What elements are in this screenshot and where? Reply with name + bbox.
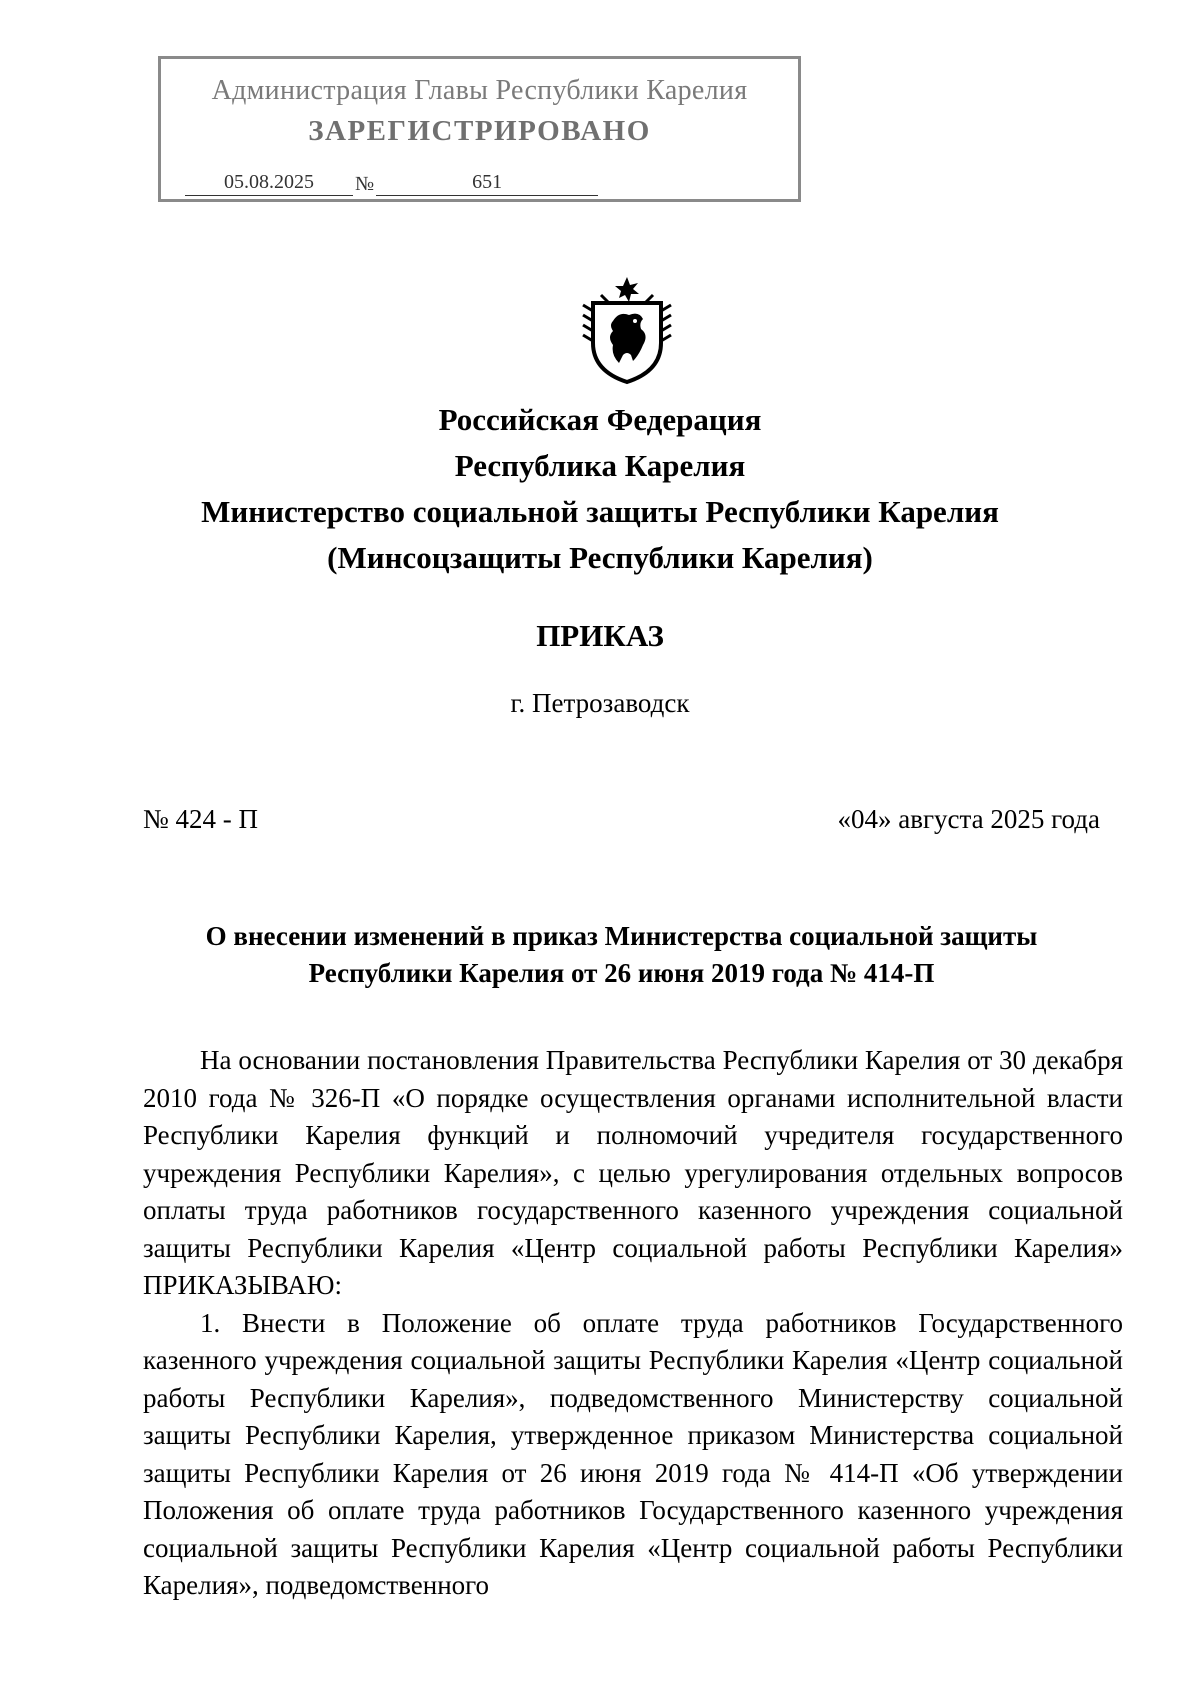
document-title-line1: О внесении изменений в приказ Министерства социальной защиты: [205, 921, 1038, 951]
document-type: ПРИКАЗ: [536, 618, 664, 653]
stamp-date: 05.08.2025: [185, 171, 353, 196]
body-paragraph-2: 1. Внести в Положение об оплате труда работников Государственного казенного учреждения социальной защиты Республики Карелия «Центр социальной работы Республики Карелия», подведомственного Министерству социальной защиты Республики Карелия, утвержденное приказом Министерства социальной защиты Республики Карелия от 26 июня 2019 года № 414-П «Об утверждении Положения об оплате труда работников Государственного казенного учреждения социальной защиты Республики Карелия «Центр социальной работы Республики Карелия», подведомственного: [143, 1307, 1123, 1600]
city: г. Петрозаводск: [510, 688, 690, 718]
document-body: [143, 1042, 1123, 1605]
stamp-registration-line: [185, 171, 598, 196]
header-region: Республика Карелия: [454, 448, 746, 483]
stamp-status: ЗАРЕГИСТРИРОВАНО: [308, 115, 651, 147]
header-ministry: Министерство социальной защиты Республики Карелия: [201, 494, 999, 529]
stamp-organization: Администрация Главы Республики Карелия: [211, 75, 748, 106]
body-paragraph-1: На основании постановления Правительства Республики Карелия от 30 декабря 2010 года № 326-П «О порядке осуществления органами исполнительной власти Республики Карелия функций и полномочий учредителя государственного учреждения Республики Карелия», с целью урегулирования отдельных вопросов оплаты труда работников государственного казенного учреждения социальной защиты Республики Карелия «Центр социальной работы Республики Карелия» ПРИКАЗЫВАЮ:: [143, 1045, 1123, 1300]
stamp-number-sign: №: [355, 173, 375, 195]
document-number: № 424 - П: [143, 804, 259, 834]
header-country: Российская Федерация: [438, 402, 762, 437]
stamp-number: 651: [376, 171, 598, 196]
document-date: «04» августа 2025 года: [837, 804, 1100, 834]
document-title: [143, 918, 1100, 992]
registration-stamp: [158, 56, 801, 202]
karelia-coat-of-arms-icon: [579, 275, 675, 385]
document-title-line2: Республики Карелия от 26 июня 2019 года № 414-П: [308, 958, 935, 988]
header-ministry-short: (Минсоцзащиты Республики Карелия): [327, 540, 873, 575]
